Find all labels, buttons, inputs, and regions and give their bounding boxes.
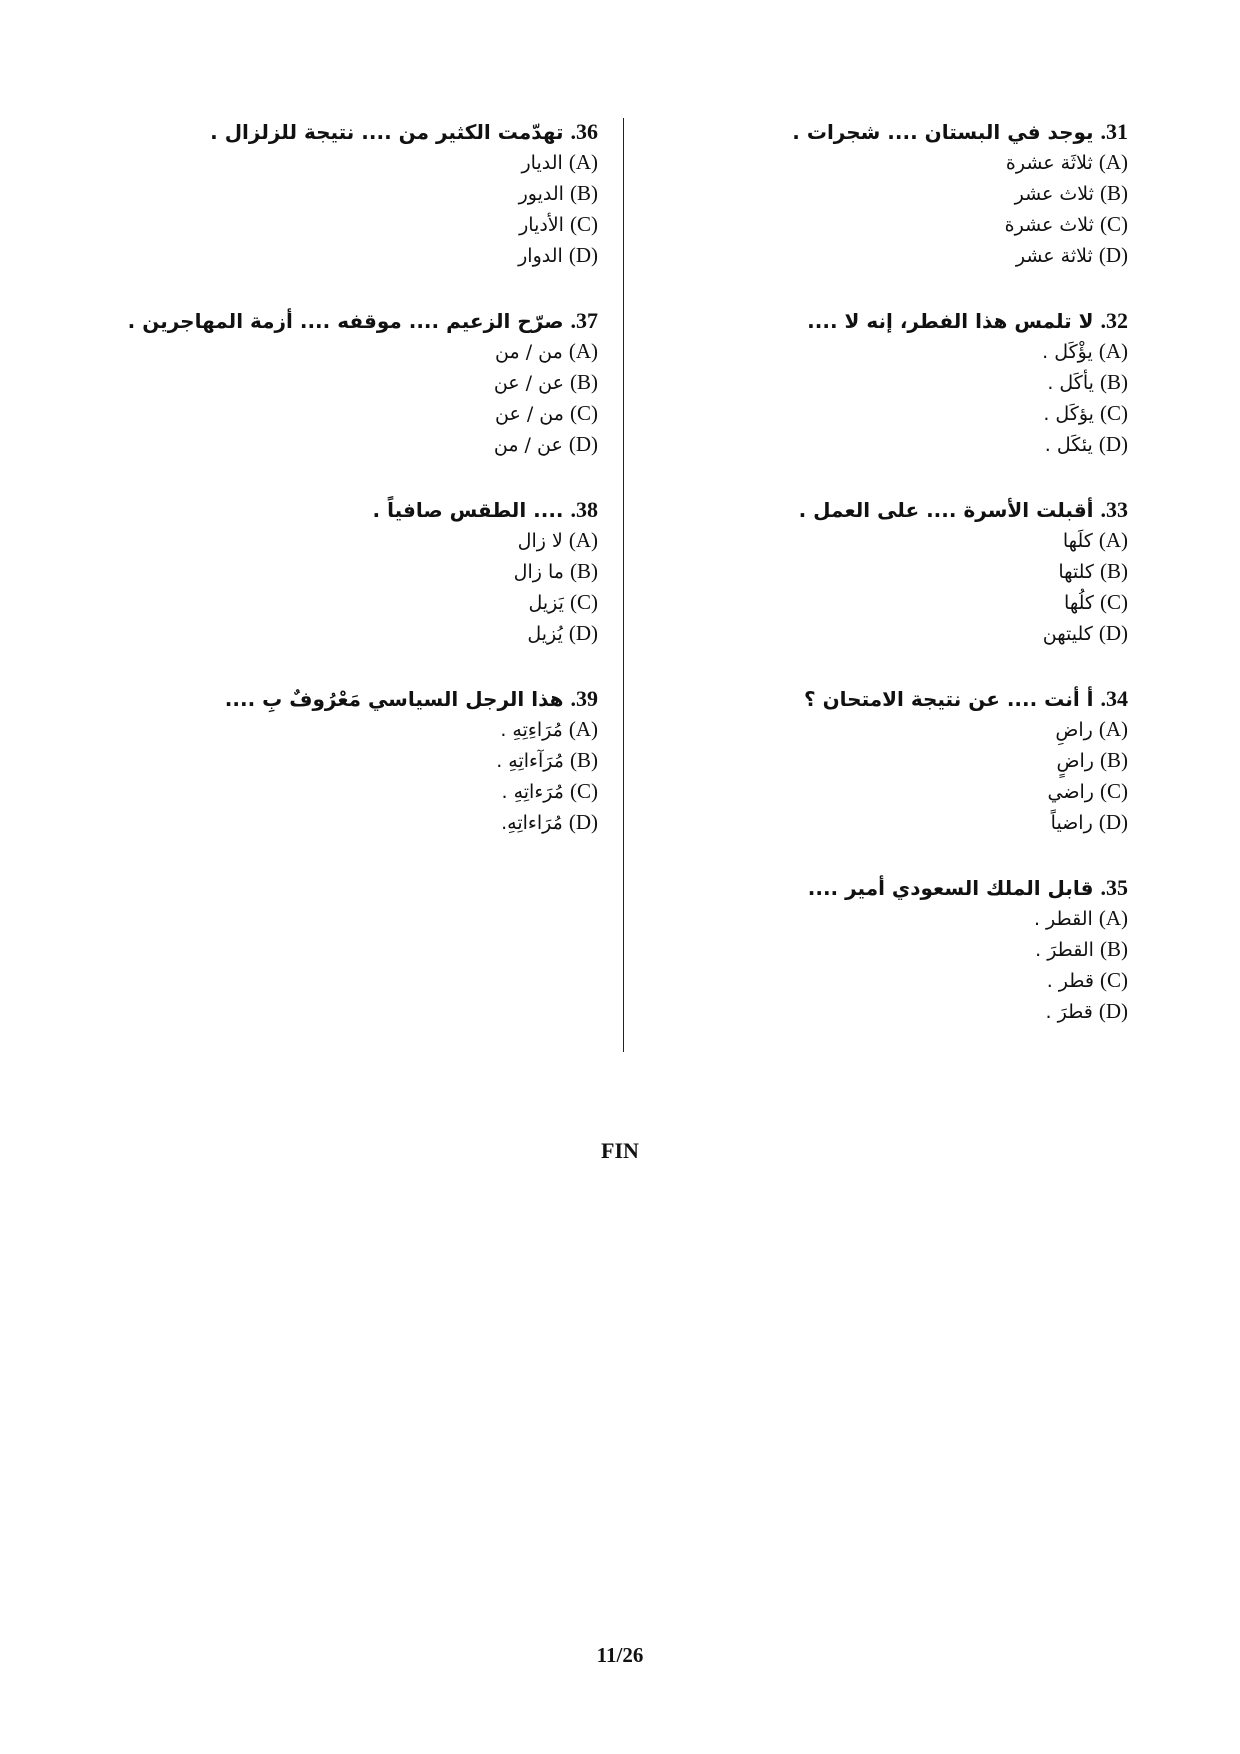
- option-text: يئكَل .: [1044, 434, 1093, 456]
- option-text: راضي: [1047, 781, 1094, 803]
- question-stem: [668, 872, 1128, 903]
- page-number: 11/26: [596, 1643, 644, 1667]
- option-text: الديور: [518, 183, 564, 205]
- option-letter: (C): [1099, 590, 1128, 614]
- question-block: [668, 872, 1128, 1027]
- question-text: قابل الملك السعودي أمير ....: [807, 876, 1094, 900]
- option-text: عن / عن: [493, 372, 564, 394]
- option-text: قطر .: [1046, 970, 1094, 992]
- answer-option: [78, 240, 598, 271]
- answer-option: [668, 147, 1128, 178]
- option-text: ثلاث عشر: [1014, 183, 1094, 205]
- question-text: لا تلمس هذا الفطر، إنه لا ....: [807, 309, 1094, 333]
- option-text: مُرَءاتِهِ .: [501, 781, 564, 803]
- left-column: [78, 116, 598, 872]
- question-stem: [78, 494, 598, 525]
- option-text: يؤْكَل .: [1042, 341, 1093, 363]
- question-text: يوجد في البستان .... شجرات .: [792, 120, 1094, 144]
- option-letter: (B): [1099, 181, 1128, 205]
- answer-option: [78, 336, 598, 367]
- option-letter: (B): [1099, 370, 1128, 394]
- option-letter: (D): [1098, 621, 1128, 645]
- question-number: 38.: [570, 497, 598, 522]
- question-stem: [668, 116, 1128, 147]
- option-letter: (D): [1098, 432, 1128, 456]
- question-number: 39.: [570, 686, 598, 711]
- option-text: الديار: [521, 152, 563, 174]
- answer-option: [668, 429, 1128, 460]
- answer-option: [668, 745, 1128, 776]
- option-letter: (A): [1098, 150, 1128, 174]
- question-block: [78, 116, 598, 271]
- option-text: يؤكَل .: [1043, 403, 1094, 425]
- question-stem: [668, 305, 1128, 336]
- question-block: [668, 305, 1128, 460]
- answer-option: [78, 429, 598, 460]
- answer-option: [668, 556, 1128, 587]
- option-text: مُرَاءاتِهِ.: [501, 812, 563, 834]
- option-text: لا زال: [517, 530, 563, 552]
- option-text: مُرَاءِتِهِ .: [500, 719, 563, 741]
- question-block: [78, 683, 598, 838]
- option-letter: (D): [568, 621, 598, 645]
- option-text: عن / من: [493, 434, 563, 456]
- option-text: راضٍ: [1056, 750, 1094, 772]
- answer-option: [78, 745, 598, 776]
- option-letter: (B): [569, 748, 598, 772]
- column-divider: [623, 118, 624, 1052]
- question-block: [668, 116, 1128, 271]
- option-letter: (B): [1099, 559, 1128, 583]
- option-letter: (B): [569, 559, 598, 583]
- answer-option: [78, 776, 598, 807]
- option-letter: (B): [569, 370, 598, 394]
- question-stem: [78, 683, 598, 714]
- option-letter: (D): [1098, 999, 1128, 1023]
- option-letter: (D): [1098, 243, 1128, 267]
- option-text: مُرَآءاتِهِ .: [496, 750, 564, 772]
- option-text: كلَها: [1062, 530, 1093, 552]
- question-number: 36.: [570, 119, 598, 144]
- right-column: [668, 116, 1128, 1061]
- answer-option: [668, 996, 1128, 1027]
- question-number: 33.: [1100, 497, 1128, 522]
- question-number: 31.: [1100, 119, 1128, 144]
- answer-option: [78, 714, 598, 745]
- question-block: [78, 494, 598, 649]
- option-text: من / من: [495, 341, 563, 363]
- option-letter: (C): [569, 779, 598, 803]
- end-marker: FIN: [601, 1138, 639, 1163]
- option-letter: (A): [568, 717, 598, 741]
- answer-option: [78, 807, 598, 838]
- option-letter: (B): [569, 181, 598, 205]
- option-letter: (C): [569, 212, 598, 236]
- option-text: قطرَ .: [1045, 1001, 1093, 1023]
- answer-option: [668, 178, 1128, 209]
- option-letter: (C): [1099, 779, 1128, 803]
- question-block: [668, 494, 1128, 649]
- answer-option: [668, 807, 1128, 838]
- answer-option: [668, 965, 1128, 996]
- answer-option: [668, 240, 1128, 271]
- answer-option: [668, 209, 1128, 240]
- answer-option: [668, 714, 1128, 745]
- question-stem: [78, 116, 598, 147]
- option-letter: (A): [1098, 717, 1128, 741]
- option-letter: (D): [568, 810, 598, 834]
- answer-option: [668, 398, 1128, 429]
- question-block: [78, 305, 598, 460]
- answer-option: [78, 525, 598, 556]
- question-stem: [78, 305, 598, 336]
- option-letter: (D): [568, 432, 598, 456]
- option-text: ما زال: [513, 561, 564, 583]
- option-letter: (D): [1098, 810, 1128, 834]
- answer-option: [78, 209, 598, 240]
- question-stem: [668, 683, 1128, 714]
- question-number: 35.: [1100, 875, 1128, 900]
- answer-option: [668, 934, 1128, 965]
- question-number: 32.: [1100, 308, 1128, 333]
- option-letter: (B): [1099, 748, 1128, 772]
- answer-option: [78, 618, 598, 649]
- question-text: .... الطقس صافياً .: [372, 498, 564, 522]
- answer-option: [668, 336, 1128, 367]
- option-text: كلتها: [1058, 561, 1094, 583]
- option-letter: (A): [1098, 339, 1128, 363]
- question-text: أ أنت .... عن نتيجة الامتحان ؟: [804, 687, 1094, 711]
- answer-option: [78, 147, 598, 178]
- question-number: 37.: [570, 308, 598, 333]
- answer-option: [78, 398, 598, 429]
- answer-option: [668, 525, 1128, 556]
- answer-option: [668, 587, 1128, 618]
- option-letter: (A): [568, 150, 598, 174]
- option-letter: (B): [1099, 937, 1128, 961]
- option-letter: (C): [1099, 401, 1128, 425]
- option-text: يَزيل: [528, 592, 564, 614]
- option-text: من / عن: [495, 403, 564, 425]
- option-letter: (A): [568, 528, 598, 552]
- option-text: القطرَ .: [1035, 939, 1094, 961]
- answer-option: [668, 776, 1128, 807]
- answer-option: [668, 903, 1128, 934]
- option-text: راضياً: [1050, 812, 1093, 834]
- question-stem: [668, 494, 1128, 525]
- option-letter: (C): [1099, 968, 1128, 992]
- answer-option: [78, 178, 598, 209]
- option-text: الدوار: [518, 245, 563, 267]
- option-text: ثلاثَة عشرة: [1005, 152, 1093, 174]
- option-text: يُزيل: [527, 623, 563, 645]
- option-text: ثلاثة عشر: [1015, 245, 1093, 267]
- option-text: القطر .: [1033, 908, 1093, 930]
- option-text: راضِ: [1055, 719, 1093, 741]
- answer-option: [78, 556, 598, 587]
- option-letter: (C): [569, 590, 598, 614]
- answer-option: [668, 618, 1128, 649]
- option-letter: (A): [1098, 528, 1128, 552]
- option-text: ثلاث عشرة: [1004, 214, 1094, 236]
- option-letter: (C): [1099, 212, 1128, 236]
- option-text: الأديار: [519, 214, 564, 236]
- answer-option: [78, 587, 598, 618]
- option-text: كلُها: [1064, 592, 1094, 614]
- question-text: صرّح الزعيم .... موقفه .... أزمة المهاجرين .: [127, 309, 564, 333]
- option-letter: (A): [1098, 906, 1128, 930]
- option-text: كليتهن: [1042, 623, 1093, 645]
- answer-option: [668, 367, 1128, 398]
- question-block: [668, 683, 1128, 838]
- option-letter: (A): [568, 339, 598, 363]
- option-text: يأكَل .: [1047, 372, 1094, 394]
- question-text: أقبلت الأسرة .... على العمل .: [798, 498, 1094, 522]
- option-letter: (D): [568, 243, 598, 267]
- answer-option: [78, 367, 598, 398]
- option-letter: (C): [569, 401, 598, 425]
- question-text: هذا الرجل السياسي مَعْرُوفٌ بِ ....: [224, 687, 564, 711]
- question-text: تهدّمت الكثير من .... نتيجة للزلزال .: [210, 120, 564, 144]
- question-number: 34.: [1100, 686, 1128, 711]
